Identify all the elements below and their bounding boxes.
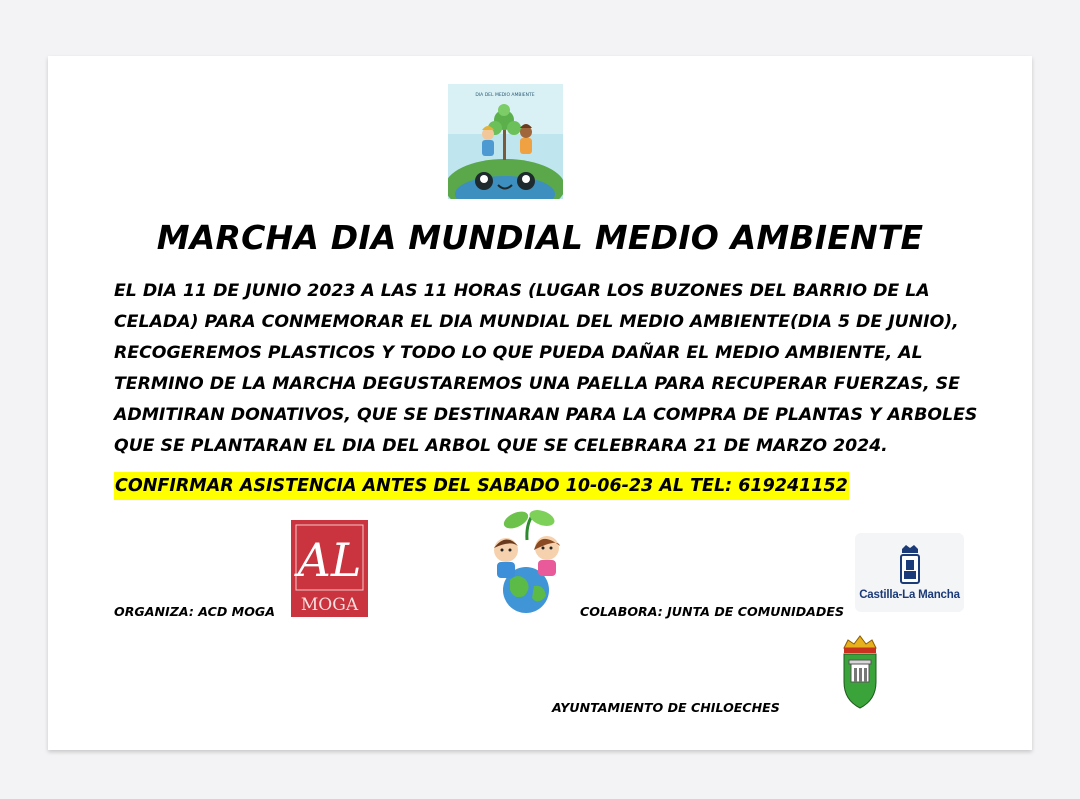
- moga-logo-icon: [291, 520, 368, 617]
- collaborator-label: COLABORA: JUNTA DE COMUNIDADES: [580, 604, 845, 619]
- town-hall-label: AYUNTAMIENTO DE CHILOECHES: [552, 700, 780, 715]
- organizer-label: ORGANIZA: ACD MOGA: [114, 604, 276, 619]
- description-line: CELADA) PARA CONMEMORAR EL DIA MUNDIAL DEL MEDIO AMBIENTE(DIA 5 DE JUNIO),: [114, 312, 959, 332]
- event-description: [114, 276, 994, 462]
- chiloeches-coat-of-arms-icon: [838, 634, 882, 710]
- moga-initials: AL: [297, 533, 362, 587]
- page-title: MARCHA DIA MUNDIAL MEDIO AMBIENTE: [156, 218, 924, 257]
- clm-logo-text: Castilla-La Mancha: [859, 589, 960, 601]
- description-line: TERMINO DE LA MARCHA DEGUSTAREMOS UNA PAELLA PARA RECUPERAR FUERZAS, SE: [114, 374, 960, 394]
- moga-name: MOGA: [300, 595, 359, 615]
- description-line: EL DIA 11 DE JUNIO 2023 A LAS 11 HORAS (LUGAR LOS BUZONES DEL BARRIO DE LA: [114, 281, 930, 301]
- flyer-page: [48, 56, 1032, 750]
- rsvp-highlight: CONFIRMAR ASISTENCIA ANTES DEL SABADO 10-06-23 AL TEL: 619241152: [114, 472, 849, 500]
- description-line: QUE SE PLANTARAN EL DIA DEL ARBOL QUE SE CELEBRARA 21 DE MARZO 2024.: [114, 436, 888, 456]
- description-line: RECOGEREMOS PLASTICOS Y TODO LO QUE PUEDA DAÑAR EL MEDIO AMBIENTE, AL: [114, 343, 923, 363]
- description-line: ADMITIRAN DONATIVOS, QUE SE DESTINARAN PARA LA COMPRA DE PLANTAS Y ARBOLES: [114, 405, 978, 425]
- kids-globe-icon: [486, 510, 568, 615]
- castilla-la-mancha-logo: [855, 533, 964, 612]
- header-image-caption: DIA DEL MEDIO AMBIENTE: [475, 93, 535, 98]
- header-illustration-icon: [448, 84, 563, 199]
- clm-crest-icon: [898, 543, 922, 587]
